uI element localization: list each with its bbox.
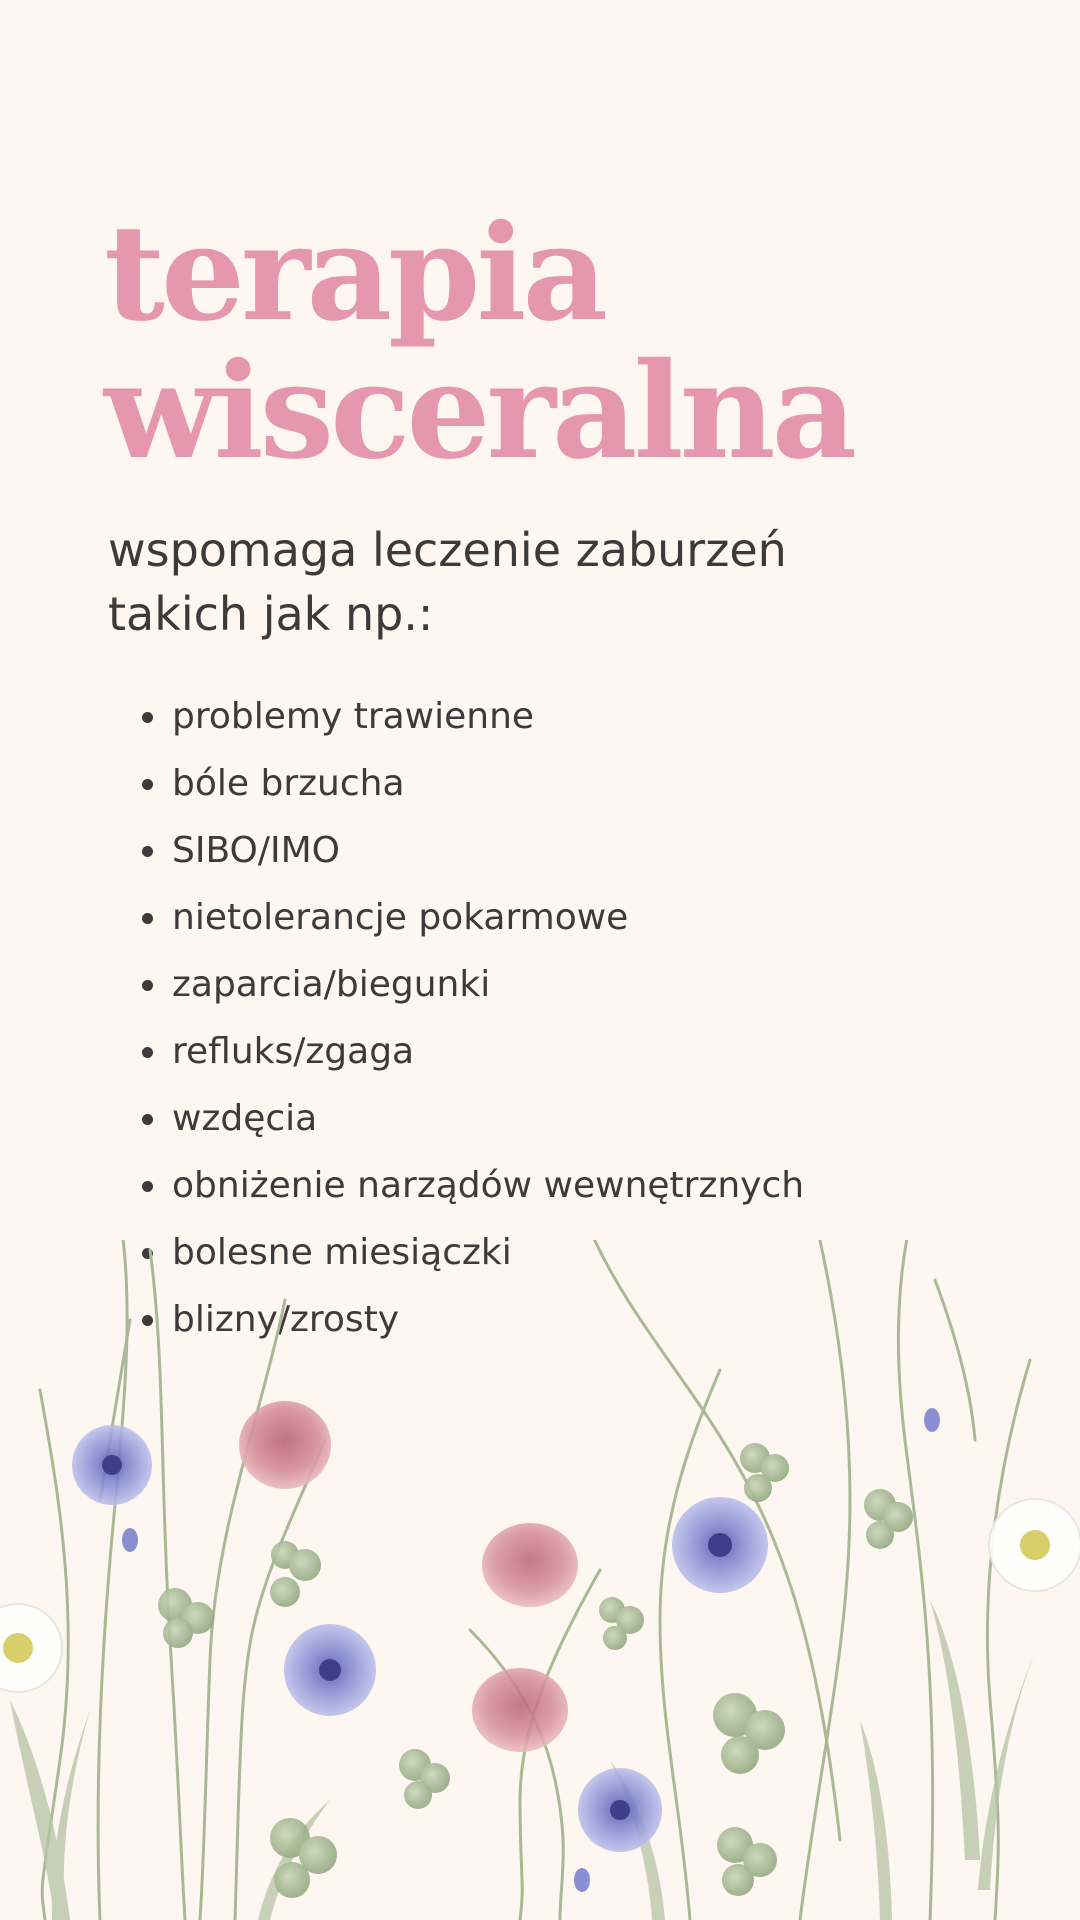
wildflower-illustration — [0, 1240, 1080, 1920]
title-line-1: terapia — [104, 196, 604, 351]
list-item-label: nietolerancje pokarmowe — [172, 897, 629, 938]
list-item-label: wzdęcia — [172, 1098, 318, 1139]
bullet-icon — [142, 1047, 153, 1058]
list-item — [108, 683, 804, 750]
list-item-label: problemy trawienne — [172, 696, 535, 737]
bullet-icon — [142, 779, 153, 790]
list-item — [108, 951, 804, 1018]
list-item — [108, 1085, 804, 1152]
bullet-icon — [142, 712, 153, 723]
title-line-2: wisceralna — [104, 334, 854, 489]
list-item — [108, 750, 804, 817]
bullet-icon — [142, 913, 153, 924]
bullet-icon — [142, 1114, 153, 1125]
list-item-label: bóle brzucha — [172, 763, 405, 804]
bullet-icon — [142, 846, 153, 857]
page-title — [104, 196, 854, 489]
bullet-icon — [142, 1181, 153, 1192]
bullet-icon — [142, 980, 153, 991]
list-item-label: SIBO/IMO — [172, 830, 341, 871]
list-item — [108, 1152, 804, 1219]
list-item-label: blizny/zrosty — [172, 1299, 400, 1340]
list-item-label: refluks/zgaga — [172, 1031, 415, 1072]
grass-leaves — [10, 1600, 1040, 1920]
list-item-label: bolesne miesiączki — [172, 1232, 512, 1273]
list-item — [108, 817, 804, 884]
list-item-label: obniżenie narządów wewnętrznych — [172, 1165, 805, 1206]
subtitle: wspomaga leczenie zaburzeń takich jak np.: — [108, 523, 787, 641]
list-item-label: zaparcia/biegunki — [172, 964, 491, 1005]
list-item — [108, 884, 804, 951]
list-item — [108, 1018, 804, 1085]
